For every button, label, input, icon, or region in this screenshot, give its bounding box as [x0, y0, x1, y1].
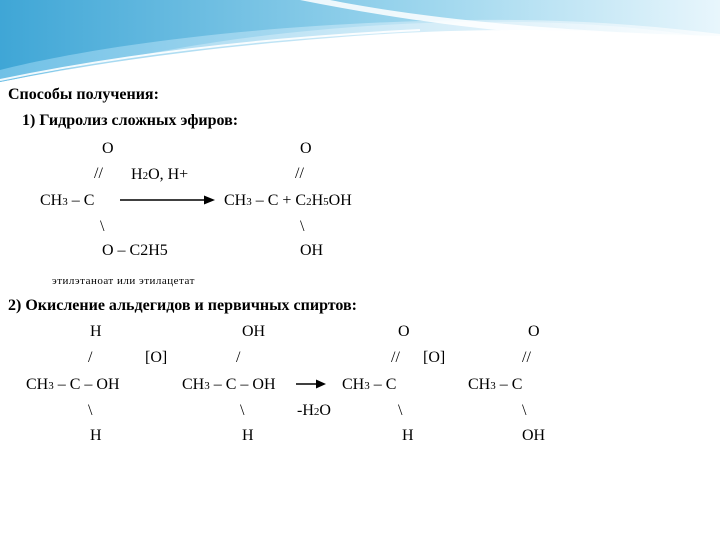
dehydration-arrow-icon	[296, 378, 326, 390]
reactant-single-bond: \	[100, 218, 105, 235]
alcohol-formula: CH3 – C – OH	[26, 376, 120, 393]
diol-formula: CH3 – C – OH	[182, 376, 276, 393]
section2-heading: 2) Окисление альдегидов и первичных спиртов:	[8, 297, 357, 314]
acid-oh-bottom: OH	[522, 427, 546, 444]
reaction-conditions: H2O, H+	[131, 166, 189, 183]
aldehyde-h-bottom: H	[402, 427, 414, 444]
slide-title: Способы получения:	[8, 86, 159, 103]
product-oh: OH	[300, 242, 324, 259]
acid-bond-bottom: \	[522, 402, 527, 419]
aldehyde-bond-bottom: \	[398, 402, 403, 419]
aldehyde-formula: CH3 – C	[342, 376, 397, 393]
acid-bond-top: //	[522, 349, 531, 366]
alcohol-h-top: H	[90, 323, 102, 340]
decorative-header-banner	[0, 0, 720, 90]
reactant-formula: CH3 – C	[40, 192, 95, 209]
diol-bond-top: /	[236, 349, 241, 366]
section1-heading: 1) Гидролиз сложных эфиров:	[22, 112, 239, 129]
reactant-double-bond: //	[94, 165, 103, 182]
diol-bond-bottom: \	[240, 402, 245, 419]
alcohol-bond-bottom: \	[88, 402, 93, 419]
diol-h-bottom: H	[242, 427, 254, 444]
ester-name-caption: этилэтаноат или этилацетат	[52, 275, 195, 287]
oxidant-label-2: [O]	[423, 349, 446, 366]
aldehyde-bond-top: //	[391, 349, 400, 366]
acid-o-top: O	[528, 323, 540, 340]
product-single-bond: \	[300, 218, 305, 235]
product-formula: CH3 – C + C2H5OH	[224, 192, 352, 209]
hydrolysis-arrow-icon	[120, 194, 215, 206]
reactant-o-top: O	[102, 140, 114, 157]
alcohol-bond-top: /	[88, 349, 93, 366]
acid-formula: CH3 – C	[468, 376, 523, 393]
reactant-ethoxy-group: O – C2H5	[102, 242, 168, 259]
alcohol-h-bottom: H	[90, 427, 102, 444]
water-loss-label: -H2O	[297, 402, 331, 419]
aldehyde-o-top: O	[398, 323, 410, 340]
diol-oh-top: OH	[242, 323, 266, 340]
oxidant-label-1: [O]	[145, 349, 168, 366]
product-double-bond: //	[295, 165, 304, 182]
product-o-top: O	[300, 140, 312, 157]
